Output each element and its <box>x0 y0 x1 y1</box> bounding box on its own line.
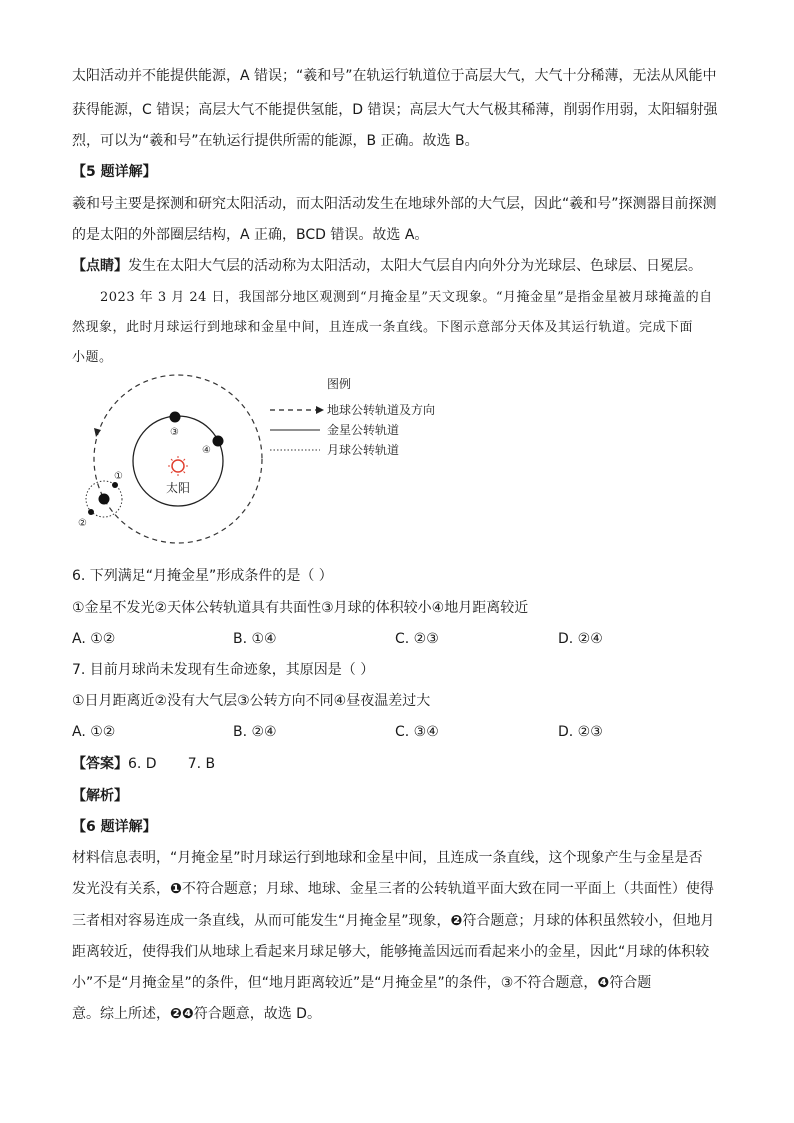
q6-detail-l3b: ❷ <box>450 913 463 929</box>
answer-text: 6. D 7. B <box>128 756 216 772</box>
q5-line-2: 的是太阳的外部圈层结构，A 正确，BCD 错误。故选 A。 <box>72 227 429 243</box>
analysis-label: 【解析】 <box>72 788 128 804</box>
q6-detail-l3c: 符合题意；月球的体积虽然较小，但地月 <box>462 913 715 929</box>
q5-line-1: 羲和号主要是探测和研究太阳活动，而太阳活动发生在地球外部的大气层，因此“羲和号”探测器目前探测 <box>72 196 717 212</box>
legend-earth: 地球公转轨道及方向 <box>327 403 436 417</box>
q6-detail-line-1: 材料信息表明，“月掩金星”时月球运行到地球和金星中间，且连成一条直线，这个现象产生与金星是否 <box>72 850 703 866</box>
sun-label: 太阳 <box>166 481 191 495</box>
orbit-diagram <box>72 370 472 555</box>
q7-option-b[interactable]: B. ②④ <box>233 724 277 740</box>
q6-option-d[interactable]: D. ②④ <box>558 631 603 647</box>
legend-title: 图例 <box>327 377 352 391</box>
q6-detail-heading: 【6 题详解】 <box>72 819 157 835</box>
venus-position-4 <box>213 436 224 447</box>
q7-option-a[interactable]: A. ①② <box>72 724 116 740</box>
q6-detail-l5b: ③ <box>500 975 514 991</box>
dianjing-text: 发生在太阳大气层的活动称为太阳活动，太阳大气层自内向外分为光球层、色球层、日冕层。 <box>128 258 702 274</box>
earth-orbit-arrow-icon <box>94 428 101 437</box>
q6-detail-l5c: 不符合题意， <box>513 975 598 991</box>
legend-arrow-icon <box>316 406 324 414</box>
q6-conditions: ①金星不发光②天体公转轨道具有共面性③月球的体积较小④地月距离较近 <box>72 600 529 616</box>
earth-body <box>99 494 110 505</box>
legend-moon: 月球公转轨道 <box>327 443 400 457</box>
q6-detail-line-6 <box>72 1004 732 1024</box>
legend-venus: 金星公转轨道 <box>327 423 400 437</box>
pos-2-label: ② <box>78 518 87 529</box>
q6-detail-line-3 <box>72 911 732 931</box>
q6-detail-line-2 <box>72 879 732 899</box>
q6-option-c[interactable]: C. ②③ <box>395 631 439 647</box>
answer-label: 【答案】 <box>72 756 128 772</box>
q6-detail-line-4: 距离较近，使得我们从地球上看起来月球足够大，能够掩盖因远而看起来小的金星，因此“月球的体积较 <box>72 944 710 960</box>
dianjing <box>72 256 732 276</box>
q6-detail-l3a: 三者相对容易连成一条直线，从而可能发生“月掩金星”现象， <box>72 913 451 929</box>
q6-detail-line-5 <box>72 973 732 993</box>
q6-detail-l2a: 发光没有关系， <box>72 881 170 897</box>
material-line-3: 小题。 <box>72 350 113 365</box>
q6-option-b[interactable]: B. ①④ <box>233 631 277 647</box>
q6-detail-l2c: 不符合题意；月球、地球、金星三者的公转轨道平面大致在同一平面上（共面性）使得 <box>181 881 714 897</box>
material-line-1: 2023 年 3 月 24 日，我国部分地区观测到“月掩金星”天文现象。“月掩金星”是指金星被月球掩盖的自 <box>100 290 713 305</box>
q5-heading: 【5 题详解】 <box>72 164 157 180</box>
q6-option-a[interactable]: A. ①② <box>72 631 116 647</box>
q6-detail-l6b: ❷❹ <box>170 1006 194 1022</box>
material-line-2: 然现象，此时月球运行到地球和金星中间，且连成一条直线。下图示意部分天体及其运行轨道。完成下面 <box>72 320 694 335</box>
q6-stem: 6. 下列满足“月掩金星”形成条件的是（ ） <box>72 568 333 584</box>
pos-3-label: ③ <box>170 427 179 438</box>
para-top-line-2: 获得能源，C 错误；高层大气不能提供氢能，D 错误；高层大气大气极其稀薄，削弱作用弱，太阳辐射强 <box>72 102 718 118</box>
q6-detail-l5a: 小”不是“月掩金星”的条件，但“地月距离较近”是“月掩金星”的条件， <box>72 975 501 991</box>
q7-option-c[interactable]: C. ③④ <box>395 724 439 740</box>
dianjing-label: 【点睛】 <box>72 258 128 274</box>
q6-detail-l5d: ❹ <box>597 975 610 991</box>
q7-conditions: ①日月距离近②没有大气层③公转方向不同④昼夜温差过大 <box>72 693 431 709</box>
answer <box>72 754 732 774</box>
q6-detail-l2b: ❶ <box>170 881 182 897</box>
para-top-line-3: 烈，可以为“羲和号”在轨运行提供所需的能源，B 正确。故选 B。 <box>72 133 479 149</box>
q7-stem: 7. 目前月球尚未发现有生命迹象，其原因是（ ） <box>72 662 375 678</box>
moon-position-2 <box>88 509 94 515</box>
pos-4-label: ④ <box>202 445 211 456</box>
para-top-line-1: 太阳活动并不能提供能源，A 错误；“羲和号”在轨运行轨道位于高层大气，大气十分稀薄，无法从风能中 <box>72 68 717 84</box>
q7-option-d[interactable]: D. ②③ <box>558 724 603 740</box>
earth-orbit <box>94 375 262 543</box>
q6-detail-l6a: 意。综上所述， <box>72 1006 170 1022</box>
moon-position-1 <box>112 482 118 488</box>
venus-position-3 <box>170 412 181 423</box>
sun-icon <box>168 456 188 476</box>
pos-1-label: ① <box>114 471 123 482</box>
q6-detail-l5e: 符合题 <box>609 975 652 991</box>
q6-detail-l6c: 符合题意，故选 D。 <box>193 1006 321 1022</box>
